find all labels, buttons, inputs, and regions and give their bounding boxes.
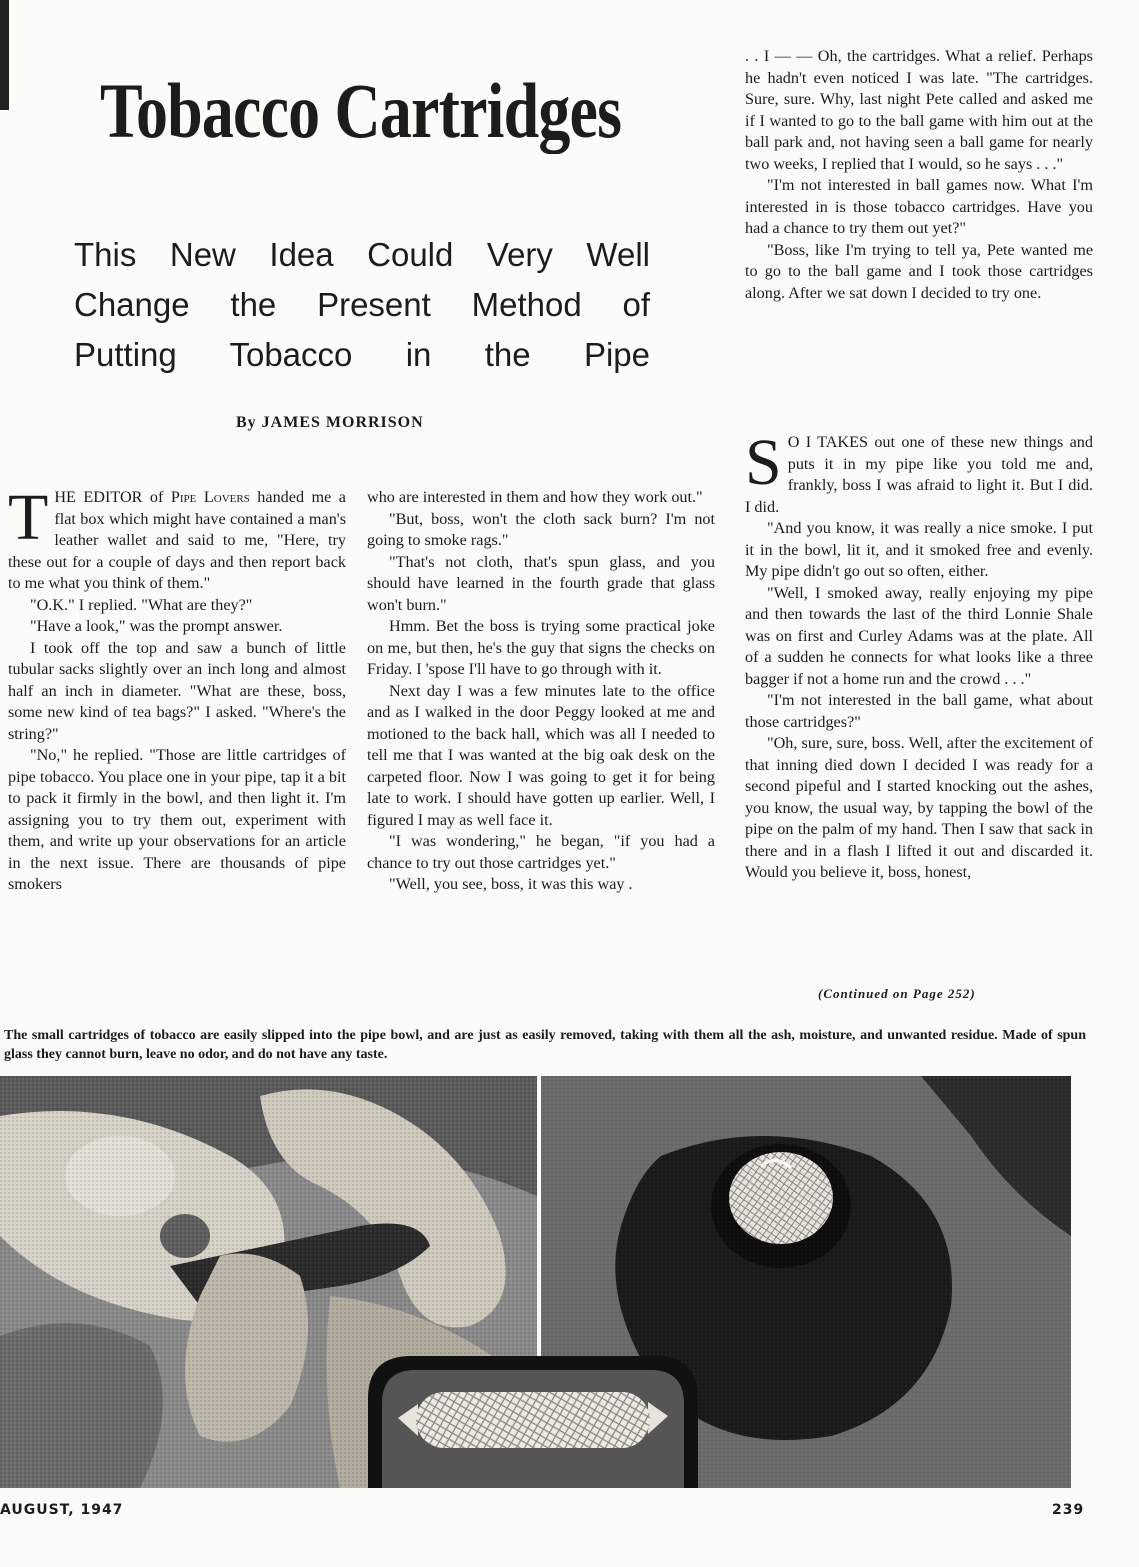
photo-inset-cartridge	[368, 1348, 698, 1488]
continued-note: (Continued on Page 252)	[818, 986, 976, 1001]
photo-caption: The small cartridges of tobacco are easily slipped into the pipe bowl, and are just as easily removed, taking with them all the ash, moisture, and unwanted residue. Made of spun glass they cannot burn, leave no odor, and do not have any taste.	[4, 1028, 1086, 1062]
paragraph: who are interested in them and how they work out."	[367, 488, 703, 506]
text-run: HE EDITOR of	[54, 488, 171, 506]
paragraph: "That's not cloth, that's spun glass, and you should have learned in the fourth grade that glass won't burn."	[367, 552, 715, 614]
subtitle-line-3: Putting Tobacco in the Pipe	[74, 336, 650, 373]
paragraph: "Well, I smoked away, really enjoying my pipe and then towards the last of the third Lonnie Shale was on first and Curley Adams was at the plate. All of a sudden he connects for what looks like a three bagger if not a home run and the crowd . . ."	[745, 583, 1093, 688]
paragraph: "No," he replied. "Those are little cartridges of pipe tobacco. You place one in your pipe, tap it a bit to pack it firmly in the bowl, and then light it. I'm assigning you to try them out, experiment with them, and write up your observations for an article in the next issue. There are thousands of pipe smokers	[8, 746, 346, 893]
drop-cap: T	[8, 481, 49, 554]
paragraph: Hmm. Bet the boss is trying some practical joke on me, but then, he's the guy that signs the checks on Friday. I 'spose I'll have to go through with it.	[367, 617, 715, 678]
page-number: 239	[1052, 1502, 1085, 1518]
paragraph: Next day I was a few minutes late to the office and as I walked in the door Peggy looked at me and motioned to the back hall, which was all I needed to tell me that I was wanted at the big oak desk on the carpeted floor. Now I was going to get it for being late to work. I should have gotten up earlier. Well, I figured I may as well face it.	[367, 681, 715, 829]
photo-inset-cartridge-image	[368, 1348, 698, 1488]
paragraph: "And you know, it was really a nice smoke. I put it in the bowl, lit it, and it smoked free and evenly. My pipe didn't go out so often, either.	[745, 519, 1093, 580]
paragraph: "I was wondering," he began, "if you had a chance to try out those cartridges yet."	[367, 832, 715, 872]
magazine-name: Pipe Lovers	[170, 488, 250, 506]
paragraph: "Well, you see, boss, it was this way .	[389, 875, 633, 893]
text-run: O I TAKES out one of these new things and puts it in my pipe like you told me and, frankly, boss I was afraid to light it. But I did. I did.	[745, 433, 1093, 516]
paragraph: I took off the top and saw a bunch of little tubular sacks slightly over an inch long and almost half an inch in diameter. "What are these, boss, some new kind of tea bags?" I asked. "Where's the string?"	[8, 638, 346, 743]
paragraph	[8, 481, 346, 595]
paragraph: "O.K." I replied. "What are they?"	[30, 595, 253, 614]
column-3-top	[745, 46, 1093, 304]
page-edge-mark	[0, 0, 9, 110]
column-1	[8, 481, 346, 896]
paragraph: "I'm not interested in ball games now. What I'm interested in is those tobacco cartridges. Have you had a chance to try them out yet?"	[745, 176, 1093, 237]
article-title: Tobacco Cartridges	[100, 67, 622, 154]
footer-date: AUGUST, 1947	[0, 1502, 124, 1518]
text-run: handed me a flat box which might have contained a man's leather wallet and said to me, "Here, try these out for a couple of days and then report back to me what you think of them."	[8, 488, 346, 592]
column-2	[367, 487, 715, 896]
paragraph: "Oh, sure, sure, boss. Well, after the excitement of that inning died down I decided I was ready for a second pipeful and I started knocking out the ashes, you know, the usual way, by tapping the bowl of the pipe on the palm of my hand. Then I saw that sack in there and in a flash I lifted it out and discarded it. Would you believe it, boss, honest,	[745, 734, 1093, 881]
subtitle-line-1: This New Idea Could Very Well	[74, 236, 650, 273]
byline: By JAMES MORRISON	[236, 414, 424, 431]
paragraph: "But, boss, won't the cloth sack burn? I'm not going to smoke rags."	[367, 509, 715, 549]
paragraph: "I'm not interested in the ball game, what about those cartridges?"	[745, 691, 1093, 731]
paragraph: "Have a look," was the prompt answer.	[30, 617, 283, 635]
drop-cap: S	[745, 426, 782, 499]
paragraph: . . I — — Oh, the cartridges. What a relief. Perhaps he hadn't even noticed I was late. "The cartridges. Sure, sure. Why, last night Pete called and asked me if I wanted to go to the ball game with him out at the ball park and, not having seen a ball game for nearly two weeks, I replied that I would, so he says . . ."	[745, 47, 1093, 173]
paragraph: "Boss, like I'm trying to tell ya, Pete wanted me to go to the ball game and I took those cartridges along. After we sat down I decided to try one.	[745, 240, 1093, 302]
paragraph	[745, 426, 1093, 518]
column-3-bottom	[745, 426, 1093, 884]
article-subtitle	[74, 230, 650, 380]
subtitle-line-2: Change the Present Method of	[74, 286, 650, 323]
